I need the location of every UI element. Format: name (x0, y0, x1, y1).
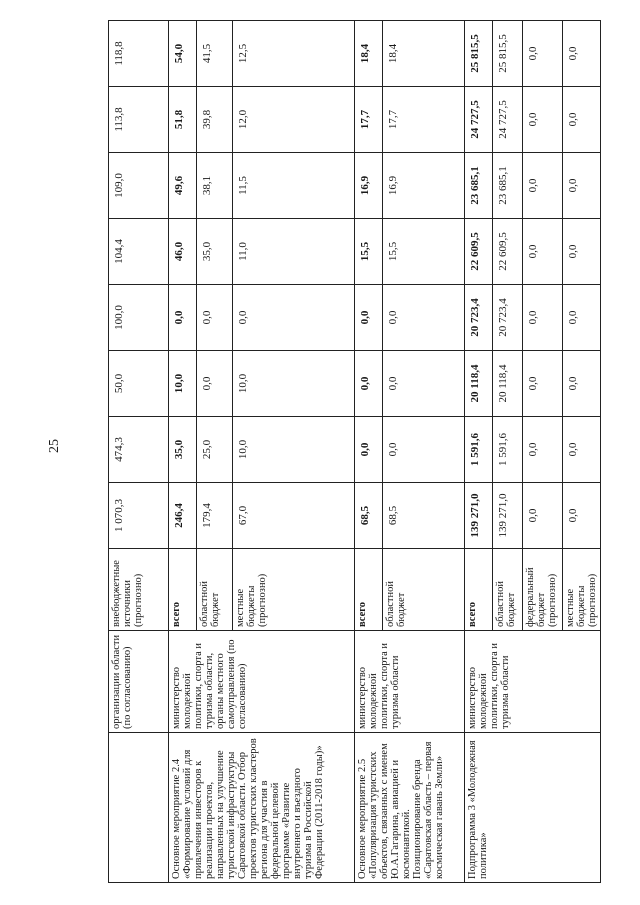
value-cell: 68,5 (383, 483, 465, 549)
value-cell: 0,0 (383, 351, 465, 417)
executor-cell: министерство молодежной политики, спорта и туризма области (465, 631, 601, 733)
value-cell: 18,4 (383, 21, 465, 87)
value-cell: 20 723,4 (465, 285, 493, 351)
source-cell: всего (169, 549, 197, 631)
value-cell: 0,0 (383, 417, 465, 483)
value-cell: 49,6 (169, 153, 197, 219)
value-cell: 0,0 (563, 483, 601, 549)
value-cell: 0,0 (563, 153, 601, 219)
value-cell: 100,0 (109, 285, 169, 351)
value-cell: 0,0 (355, 417, 383, 483)
event-cell: Основное мероприятие 2.5 «Популяризация туристских объектов, связанных с именем Ю.А.Гагарина, авиацией и космонавтикой. Позиционирование бренда «Саратовская область – первая космическая гавань Земли» (355, 733, 465, 883)
value-cell: 179,4 (197, 483, 233, 549)
source-cell: местные бюджеты (прогнозно) (233, 549, 355, 631)
value-cell: 51,8 (169, 87, 197, 153)
value-cell: 113,8 (109, 87, 169, 153)
value-cell: 0,0 (169, 285, 197, 351)
event-cell: Подпрограмма 3 «Молодежная политика» (465, 733, 601, 883)
value-cell: 50,0 (109, 351, 169, 417)
value-cell: 16,9 (355, 153, 383, 219)
page-number: 25 (47, 439, 62, 453)
source-cell: областной бюджет (383, 549, 465, 631)
value-cell: 23 685,1 (493, 153, 523, 219)
executor-cell: министерство молодежной политики, спорта и туризма области, органы местного самоуправления (по согласованию) (169, 631, 355, 733)
value-cell: 10,0 (233, 417, 355, 483)
value-cell: 0,0 (563, 417, 601, 483)
table-row (465, 21, 493, 883)
value-cell: 0,0 (383, 285, 465, 351)
value-cell: 22 609,5 (493, 219, 523, 285)
value-cell: 0,0 (523, 351, 563, 417)
rotated-table-wrapper (108, 21, 599, 883)
value-cell: 35,0 (197, 219, 233, 285)
source-cell: всего (465, 549, 493, 631)
value-cell: 25 815,5 (465, 21, 493, 87)
table-row (169, 21, 197, 883)
value-cell: 0,0 (563, 351, 601, 417)
value-cell: 0,0 (197, 285, 233, 351)
value-cell: 68,5 (355, 483, 383, 549)
value-cell: 0,0 (355, 285, 383, 351)
value-cell: 1 070,3 (109, 483, 169, 549)
value-cell: 109,0 (109, 153, 169, 219)
table-body (109, 21, 601, 883)
value-cell: 20 723,4 (493, 285, 523, 351)
value-cell: 24 727,5 (493, 87, 523, 153)
source-cell: областной бюджет (493, 549, 523, 631)
value-cell: 54,0 (169, 21, 197, 87)
value-cell: 0,0 (563, 285, 601, 351)
value-cell: 17,7 (355, 87, 383, 153)
value-cell: 10,0 (169, 351, 197, 417)
value-cell: 0,0 (523, 87, 563, 153)
value-cell: 35,0 (169, 417, 197, 483)
value-cell: 0,0 (523, 417, 563, 483)
value-cell: 104,4 (109, 219, 169, 285)
value-cell: 139 271,0 (465, 483, 493, 549)
source-cell: областной бюджет (197, 549, 233, 631)
source-cell: всего (355, 549, 383, 631)
value-cell: 41,5 (197, 21, 233, 87)
value-cell: 24 727,5 (465, 87, 493, 153)
value-cell: 10,0 (233, 351, 355, 417)
value-cell: 25 815,5 (493, 21, 523, 87)
value-cell: 23 685,1 (465, 153, 493, 219)
executor-cell: организации области (по согласованию) (109, 631, 169, 733)
value-cell: 0,0 (197, 351, 233, 417)
value-cell: 11,5 (233, 153, 355, 219)
value-cell: 139 271,0 (493, 483, 523, 549)
value-cell: 0,0 (523, 219, 563, 285)
value-cell: 46,0 (169, 219, 197, 285)
value-cell: 11,0 (233, 219, 355, 285)
value-cell: 0,0 (563, 219, 601, 285)
value-cell: 17,7 (383, 87, 465, 153)
source-cell: местные бюджеты (прогнозно) (563, 549, 601, 631)
value-cell: 1 591,6 (465, 417, 493, 483)
executor-cell: министерство молодежной политики, спорта и туризма области (355, 631, 465, 733)
value-cell: 20 118,4 (493, 351, 523, 417)
value-cell: 0,0 (355, 351, 383, 417)
value-cell: 0,0 (523, 153, 563, 219)
value-cell: 12,0 (233, 87, 355, 153)
budget-table (108, 20, 601, 883)
value-cell: 1 591,6 (493, 417, 523, 483)
event-cell (109, 733, 169, 883)
value-cell: 246,4 (169, 483, 197, 549)
event-cell: Основное мероприятие 2.4 «Формирование условий для привлечения инвесторов к реализации проектов, направленных на улучшение туристской инфраструктуры Саратовской области. Отбор проектов туристских кластеров региона для участия в федеральной целевой программе «Развитие внутреннего и въездного туризма в Российской Федерации (2011-2018 годы)» (169, 733, 355, 883)
value-cell: 0,0 (563, 21, 601, 87)
value-cell: 0,0 (233, 285, 355, 351)
table-row (109, 21, 169, 883)
source-cell: федеральный бюджет (прогнозно) (523, 549, 563, 631)
value-cell: 0,0 (523, 21, 563, 87)
value-cell: 0,0 (563, 87, 601, 153)
value-cell: 118,8 (109, 21, 169, 87)
value-cell: 16,9 (383, 153, 465, 219)
value-cell: 0,0 (523, 285, 563, 351)
value-cell: 15,5 (383, 219, 465, 285)
value-cell: 39,8 (197, 87, 233, 153)
value-cell: 22 609,5 (465, 219, 493, 285)
value-cell: 67,0 (233, 483, 355, 549)
value-cell: 0,0 (523, 483, 563, 549)
value-cell: 18,4 (355, 21, 383, 87)
value-cell: 20 118,4 (465, 351, 493, 417)
value-cell: 15,5 (355, 219, 383, 285)
value-cell: 25,0 (197, 417, 233, 483)
value-cell: 474,3 (109, 417, 169, 483)
table-row (355, 21, 383, 883)
source-cell: внебюджетные источники (прогнозно) (109, 549, 169, 631)
value-cell: 12,5 (233, 21, 355, 87)
value-cell: 38,1 (197, 153, 233, 219)
